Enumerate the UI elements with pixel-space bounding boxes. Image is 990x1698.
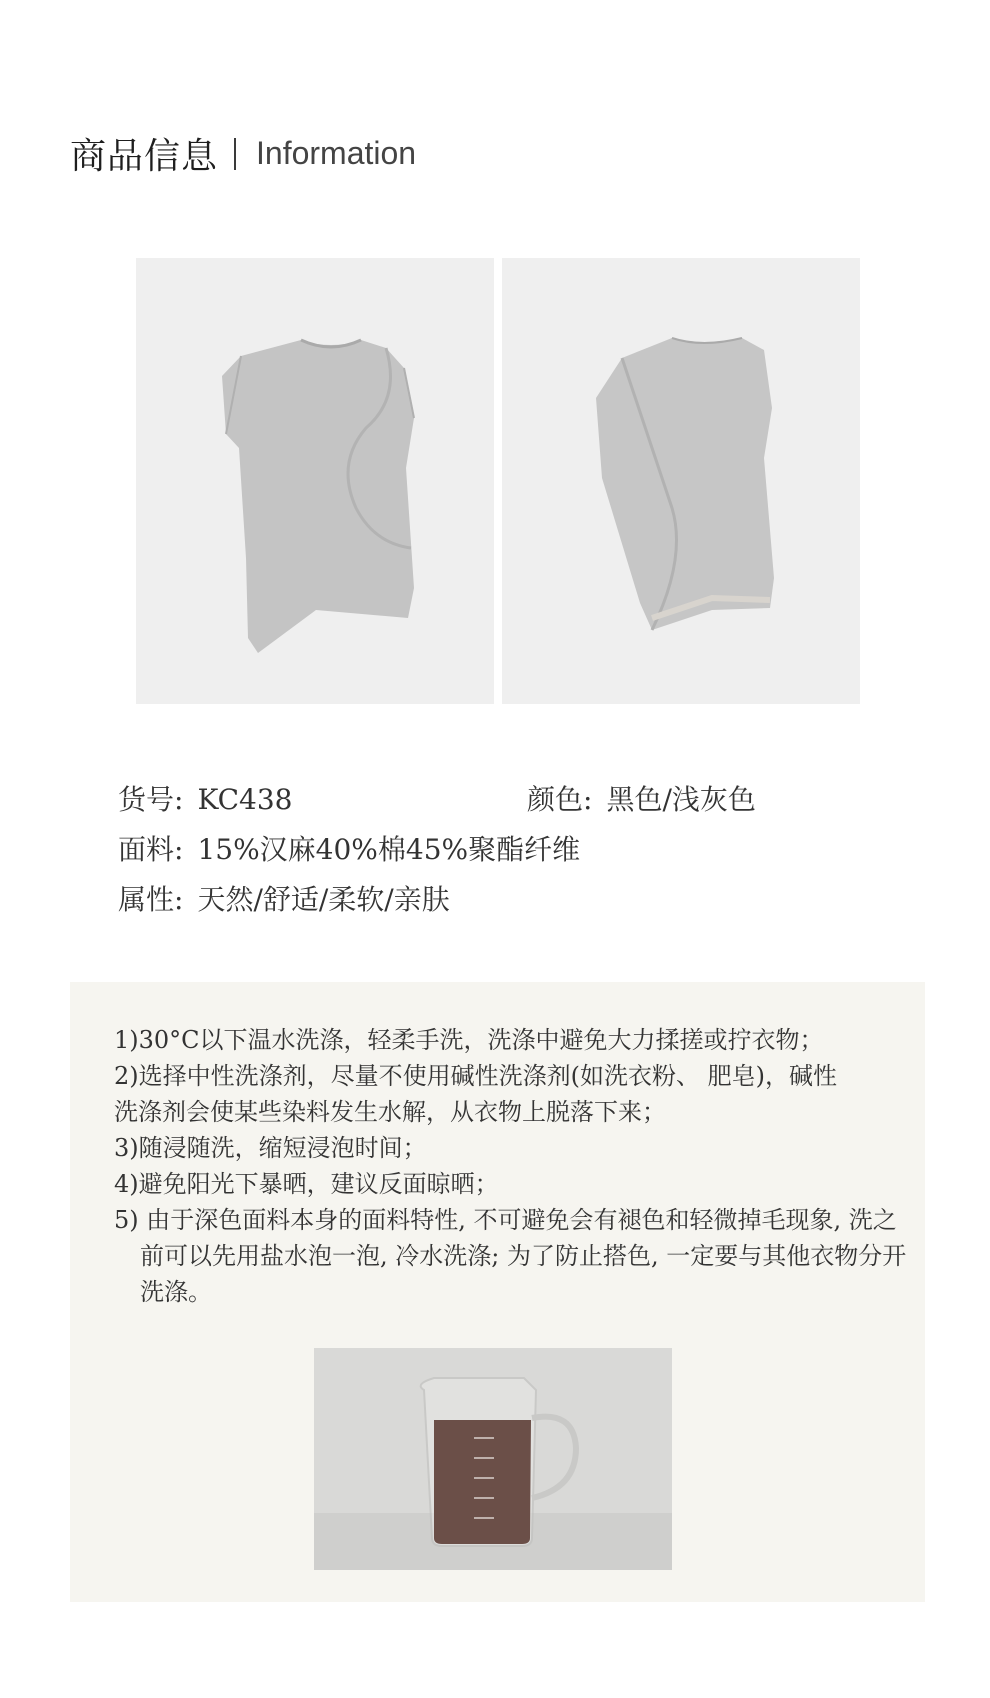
spec-attributes-label: 属性: [118, 883, 184, 916]
title-cn: 商品信息 [70, 136, 219, 177]
care-line-1: 1)30°C以下温水洗涤，轻柔手洗，洗涤中避免大力揉搓或拧衣物； [114, 1026, 824, 1054]
spec-item-no [118, 778, 292, 818]
title-divider [234, 138, 236, 170]
care-instructions [70, 982, 925, 1602]
tshirt-back-icon [502, 258, 860, 704]
spec-fabric-label: 面料: [118, 833, 184, 866]
care-line-6: 5) 由于深色面料本身的面料特性, 不可避免会有褪色和轻微掉毛现象, 洗之 [114, 1206, 897, 1234]
spec-color [527, 778, 756, 818]
spec-fabric-value: 15%汉麻40%棉45%聚酯纤维 [197, 833, 581, 866]
care-line-5: 4)避免阳光下暴晒，建议反面晾晒； [114, 1170, 499, 1198]
care-line-2: 2)选择中性洗涤剂，尽量不使用碱性洗涤剂(如洗衣粉、 肥皂)，碱性 [114, 1062, 837, 1090]
spec-color-label: 颜色: [527, 783, 593, 816]
spec-color-value: 黑色/浅灰色 [606, 783, 756, 816]
title-en: Information [256, 135, 417, 171]
section-header [70, 128, 416, 179]
spec-item-no-label: 货号: [118, 783, 184, 816]
spec-attributes [118, 878, 450, 918]
care-line-7: 前可以先用盐水泡一泡, 冷水洗涤; 为了防止搭色, 一定要与其他衣物分开 [140, 1242, 907, 1270]
spec-fabric [118, 828, 580, 868]
product-image-front [136, 258, 494, 704]
measuring-cup-image [314, 1348, 672, 1570]
tshirt-front-icon [136, 258, 494, 704]
measuring-cup-icon [314, 1348, 672, 1570]
spec-attributes-value: 天然/舒适/柔软/亲肤 [197, 883, 450, 916]
care-line-4: 3)随浸随洗，缩短浸泡时间； [114, 1134, 427, 1162]
product-image-back [502, 258, 860, 704]
care-line-8: 洗涤。 [140, 1278, 212, 1306]
care-line-3: 洗涤剂会使某些染料发生水解，从衣物上脱落下来； [114, 1098, 666, 1126]
spec-item-no-value: KC438 [197, 783, 293, 816]
